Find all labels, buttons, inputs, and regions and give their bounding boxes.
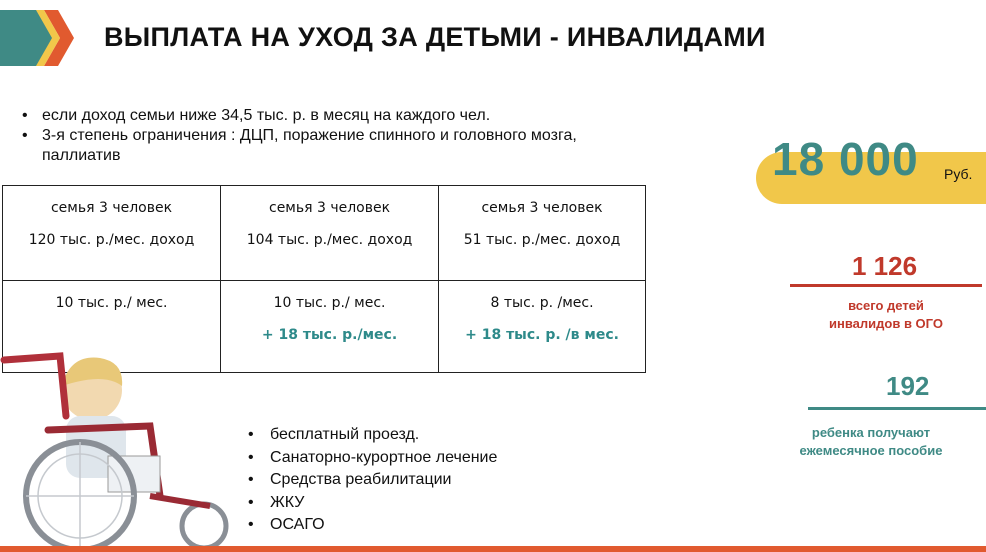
extra-payment: + 18 тыс. р. /в мес.: [465, 327, 619, 343]
criteria-list: [20, 106, 700, 166]
divider: [790, 284, 982, 287]
payment-unit: Руб.: [944, 166, 973, 182]
table-cell: [439, 186, 646, 281]
table-cell: [221, 281, 439, 373]
divider: [808, 407, 986, 410]
per-person-income: 10 тыс. р./ мес.: [55, 295, 168, 311]
caption-line: всего детей: [848, 298, 924, 313]
table-cell: [439, 281, 646, 373]
family-size: семья 3 человек: [481, 200, 603, 216]
recipients-count: 192: [886, 371, 930, 401]
total-children-caption: [790, 297, 982, 333]
table-cell: [3, 186, 221, 281]
total-children-count: 1 126: [852, 251, 918, 281]
table-cell: [221, 186, 439, 281]
benefit-item: • ОСАГО: [244, 514, 497, 537]
recipients-caption: [760, 424, 982, 460]
criteria-item-income: • если доход семьи ниже 34,5 тыс. р. в месяц на каждого чел.: [20, 106, 700, 126]
benefit-item: • бесплатный проезд.: [244, 424, 497, 447]
family-examples-table: [2, 185, 646, 373]
per-person-income: 8 тыс. р. /мес.: [490, 295, 594, 311]
page-title: ВЫПЛАТА НА УХОД ЗА ДЕТЬМИ - ИНВАЛИДАМИ: [104, 22, 766, 52]
payment-amount: 18 000: [772, 133, 919, 185]
criteria-item-restriction: • 3-я степень ограничения : ДЦП, поражение спинного и головного мозга,: [20, 126, 700, 146]
family-income: 51 тыс. р./мес. доход: [463, 232, 621, 248]
benefit-item: • Средства реабилитации: [244, 469, 497, 492]
caption-line: ребенка получают: [811, 425, 931, 440]
table-row: [3, 186, 646, 281]
child-wheelchair-image: [0, 346, 240, 552]
family-income: 120 тыс. р./мес. доход: [28, 232, 195, 248]
per-person-income: 10 тыс. р./ мес.: [273, 295, 386, 311]
caption-line: инвалидов в ОГО: [829, 316, 943, 331]
benefit-item: • Санаторно-курортное лечение: [244, 447, 497, 470]
benefits-list: [244, 424, 497, 537]
extra-payment: + 18 тыс. р./мес.: [261, 327, 398, 343]
footer-bar: [0, 546, 986, 552]
family-size: семья 3 человек: [50, 200, 173, 216]
caption-line: ежемесячное пособие: [799, 443, 943, 458]
family-income: 104 тыс. р./мес. доход: [246, 232, 413, 248]
logo-chevrons-icon: [0, 10, 80, 66]
criteria-item-restriction-cont: паллиатив: [42, 147, 121, 164]
family-size: семья 3 человек: [269, 200, 391, 216]
benefit-item: • ЖКУ: [244, 492, 497, 515]
